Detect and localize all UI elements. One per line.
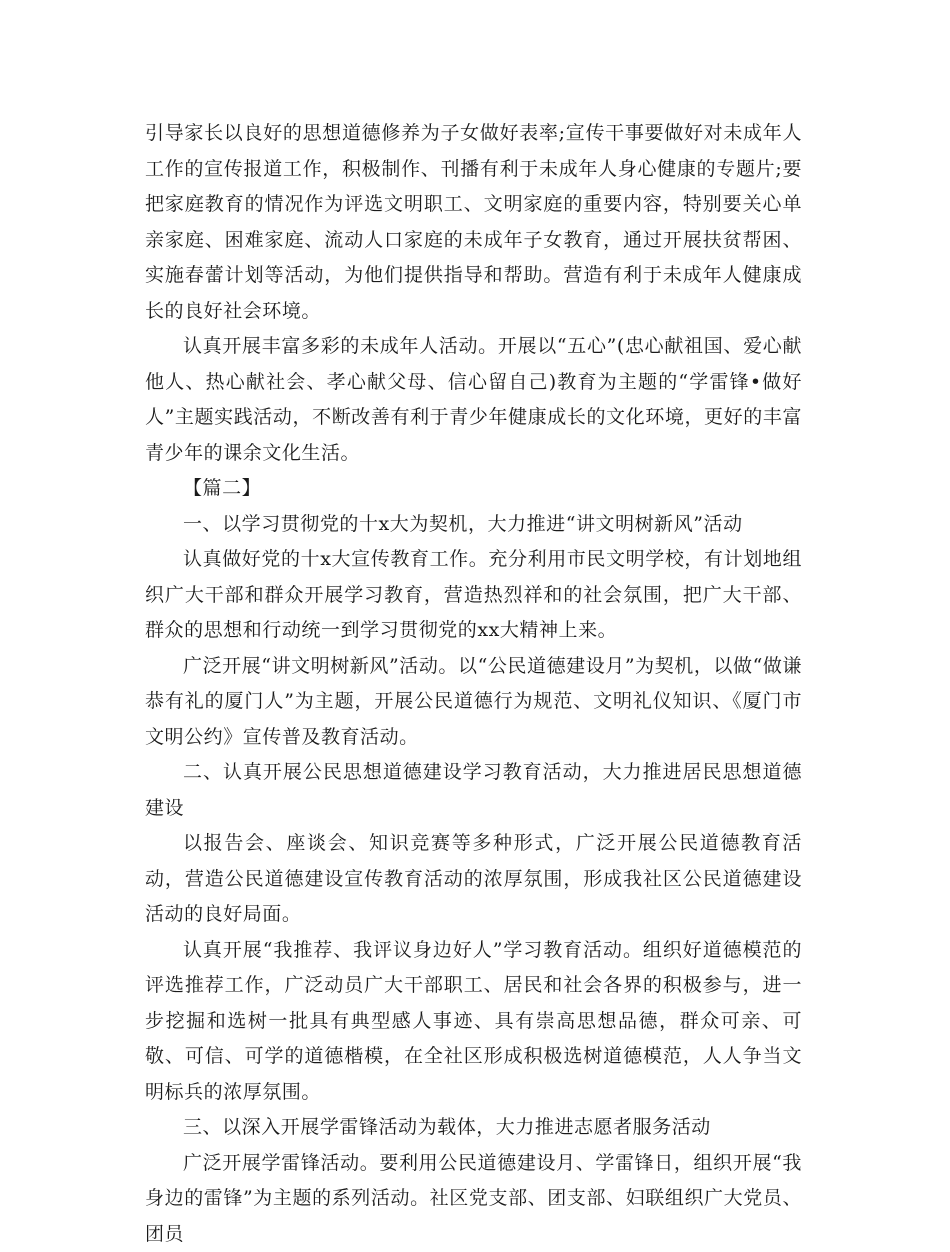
paragraph-5: 以报告会、座谈会、知识竞赛等多种形式，广泛开展公民道德教育活动，营造公民道德建设宣传教育活动的浓厚氛围，形成我社区公民道德建设活动的良好局面。 [145,826,802,933]
paragraph-2: 认真开展丰富多彩的未成年人活动。开展以“五心”(忠心献祖国、爱心献他人、热心献社会、孝心献父母、信心留自己)教育为主题的“学雷锋•做好人”主题实践活动，不断改善有利于青少年健康成长的文化环境，更好的丰富青少年的课余文化生活。 [145,329,802,471]
paragraph-6: 认真开展“我推荐、我评议身边好人”学习教育活动。组织好道德模范的评选推荐工作，广泛动员广大干部职工、居民和社会各界的积极参与，进一步挖掘和选树一批具有典型感人事迹、具有崇高思想品德，群众可亲、可敬、可信、可学的道德楷模，在全社区形成积极选树道德模范，人人争当文明标兵的浓厚氛围。 [145,933,802,1111]
paragraph-1: 引导家长以良好的思想道德修养为子女做好表率;宣传干事要做好对未成年人工作的宣传报道工作，积极制作、刊播有利于未成年人身心健康的专题片;要把家庭教育的情况作为评选文明职工、文明家庭的重要内容，特别要关心单亲家庭、困难家庭、流动人口家庭的未成年子女教育，通过开展扶贫帮困、实施春蕾计划等活动，为他们提供指导和帮助。营造有利于未成年人健康成长的良好社会环境。 [145,116,802,329]
paragraph-3: 认真做好党的十x大宣传教育工作。充分利用市民文明学校，有计划地组织广大干部和群众开展学习教育，营造热烈祥和的社会氛围，把广大干部、群众的思想和行动统一到学习贯彻党的xx大精神上来。 [145,542,802,649]
section-heading-1: 一、以学习贯彻党的十x大为契机，大力推进“讲文明树新风”活动 [145,507,802,543]
paragraph-4: 广泛开展“讲文明树新风”活动。以“公民道德建设月”为契机，以做“做谦恭有礼的厦门人”为主题，开展公民道德行为规范、文明礼仪知识、《厦门市文明公约》宣传普及教育活动。 [145,649,802,756]
paragraph-7: 广泛开展学雷锋活动。要利用公民道德建设月、学雷锋日，组织开展“我身边的雷锋”为主题的系列活动。社区党支部、团支部、妇联组织广大党员、团员 [145,1146,802,1252]
section-heading-pian-er: 【篇二】 [145,471,802,507]
section-heading-2: 二、认真开展公民思想道德建设学习教育活动，大力推进居民思想道德建设 [145,755,802,826]
section-heading-3: 三、以深入开展学雷锋活动为载体，大力推进志愿者服务活动 [145,1110,802,1146]
